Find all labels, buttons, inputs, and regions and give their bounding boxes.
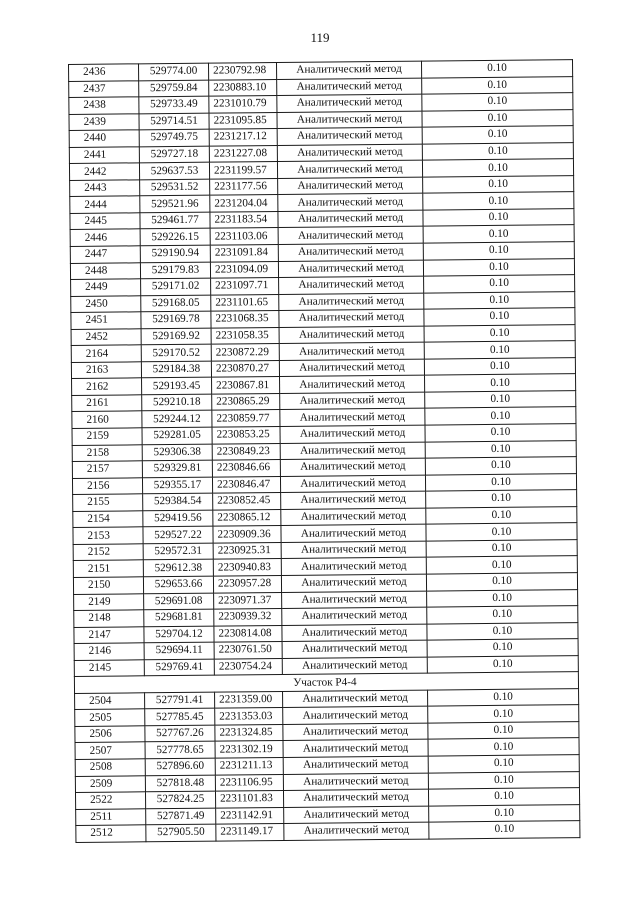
x-coordinate-cell: 529727.18 bbox=[139, 146, 209, 163]
error-cell: 0.10 bbox=[426, 556, 577, 574]
method-cell: Аналитический метод bbox=[278, 210, 423, 228]
point-number-cell: 2506 bbox=[75, 726, 145, 743]
y-coordinate-cell: 2231097.71 bbox=[211, 278, 279, 295]
error-cell: 0.10 bbox=[426, 539, 577, 557]
method-cell: Аналитический метод bbox=[280, 442, 425, 460]
method-cell: Аналитический метод bbox=[284, 822, 429, 840]
point-number-cell: 2448 bbox=[70, 262, 140, 279]
table-body-top bbox=[69, 60, 579, 677]
point-number-cell: 2160 bbox=[72, 411, 142, 428]
method-cell: Аналитический метод bbox=[277, 94, 422, 112]
point-number-cell: 2145 bbox=[74, 659, 144, 676]
method-cell: Аналитический метод bbox=[278, 177, 423, 195]
y-coordinate-cell: 2230761.50 bbox=[214, 642, 282, 659]
x-coordinate-cell: 529461.77 bbox=[140, 212, 210, 229]
x-coordinate-cell: 527785.45 bbox=[145, 708, 215, 725]
error-cell: 0.10 bbox=[424, 275, 575, 293]
point-number-cell: 2443 bbox=[70, 180, 140, 197]
error-cell: 0.10 bbox=[429, 804, 580, 822]
x-coordinate-cell: 529329.81 bbox=[142, 460, 212, 477]
method-cell: Аналитический метод bbox=[279, 276, 424, 294]
error-cell: 0.10 bbox=[426, 573, 577, 591]
point-number-cell: 2151 bbox=[73, 560, 143, 577]
error-cell: 0.10 bbox=[425, 440, 576, 458]
table-body-bottom bbox=[75, 688, 580, 842]
table-row bbox=[76, 821, 580, 842]
method-cell: Аналитический метод bbox=[280, 475, 425, 493]
y-coordinate-cell: 2231101.83 bbox=[215, 791, 283, 808]
error-cell: 0.10 bbox=[426, 506, 577, 524]
x-coordinate-cell: 529733.49 bbox=[139, 96, 209, 113]
x-coordinate-cell: 529171.02 bbox=[141, 278, 211, 295]
point-number-cell: 2509 bbox=[75, 775, 145, 792]
method-cell: Аналитический метод bbox=[276, 61, 421, 79]
x-coordinate-cell: 527818.48 bbox=[145, 775, 215, 792]
method-cell: Аналитический метод bbox=[280, 375, 425, 393]
error-cell: 0.10 bbox=[428, 705, 579, 723]
point-number-cell: 2156 bbox=[72, 477, 142, 494]
error-cell: 0.10 bbox=[422, 126, 573, 144]
method-cell: Аналитический метод bbox=[282, 591, 427, 609]
y-coordinate-cell: 2230957.28 bbox=[213, 575, 281, 592]
x-coordinate-cell: 529281.05 bbox=[142, 427, 212, 444]
method-cell: Аналитический метод bbox=[278, 260, 423, 278]
point-number-cell: 2163 bbox=[71, 362, 141, 379]
method-cell: Аналитический метод bbox=[277, 160, 422, 178]
coordinates-table bbox=[68, 59, 580, 843]
error-cell: 0.10 bbox=[423, 192, 574, 210]
y-coordinate-cell: 2231211.13 bbox=[215, 757, 283, 774]
x-coordinate-cell: 529749.75 bbox=[139, 129, 209, 146]
point-number-cell: 2440 bbox=[69, 130, 139, 147]
point-number-cell: 2148 bbox=[74, 610, 144, 627]
method-cell: Аналитический метод bbox=[280, 409, 425, 427]
coordinates-table-wrap bbox=[68, 59, 579, 843]
y-coordinate-cell: 2231068.35 bbox=[211, 311, 279, 328]
error-cell: 0.10 bbox=[425, 391, 576, 409]
x-coordinate-cell: 527905.50 bbox=[146, 824, 216, 841]
error-cell: 0.10 bbox=[428, 688, 579, 706]
method-cell: Аналитический метод bbox=[277, 111, 422, 129]
method-cell: Аналитический метод bbox=[278, 243, 423, 261]
point-number-cell: 2445 bbox=[70, 213, 140, 230]
method-cell: Аналитический метод bbox=[283, 690, 428, 708]
point-number-cell: 2438 bbox=[69, 97, 139, 114]
point-number-cell: 2451 bbox=[71, 312, 141, 329]
point-number-cell: 2437 bbox=[69, 80, 139, 97]
y-coordinate-cell: 2230846.66 bbox=[212, 460, 280, 477]
error-cell: 0.10 bbox=[425, 374, 576, 392]
point-number-cell: 2446 bbox=[70, 229, 140, 246]
x-coordinate-cell: 527778.65 bbox=[145, 742, 215, 759]
method-cell: Аналитический метод bbox=[282, 640, 427, 658]
method-cell: Аналитический метод bbox=[281, 491, 426, 509]
y-coordinate-cell: 2230909.36 bbox=[213, 526, 281, 543]
x-coordinate-cell: 529691.08 bbox=[144, 593, 214, 610]
x-coordinate-cell: 529681.81 bbox=[144, 609, 214, 626]
method-cell: Аналитический метод bbox=[279, 359, 424, 377]
error-cell: 0.10 bbox=[427, 589, 578, 607]
point-number-cell: 2447 bbox=[70, 246, 140, 263]
y-coordinate-cell: 2231101.65 bbox=[211, 294, 279, 311]
y-coordinate-cell: 2230792.98 bbox=[208, 62, 276, 79]
x-coordinate-cell: 527871.49 bbox=[146, 808, 216, 825]
method-cell: Аналитический метод bbox=[282, 624, 427, 642]
error-cell: 0.10 bbox=[426, 523, 577, 541]
method-cell: Аналитический метод bbox=[283, 789, 428, 807]
error-cell: 0.10 bbox=[422, 142, 573, 160]
error-cell: 0.10 bbox=[428, 755, 579, 773]
method-cell: Аналитический метод bbox=[281, 524, 426, 542]
method-cell: Аналитический метод bbox=[283, 739, 428, 757]
y-coordinate-cell: 2230883.10 bbox=[209, 79, 277, 96]
point-number-cell: 2149 bbox=[74, 593, 144, 610]
x-coordinate-cell: 527896.60 bbox=[145, 758, 215, 775]
point-number-cell: 2157 bbox=[72, 461, 142, 478]
y-coordinate-cell: 2230846.47 bbox=[212, 476, 280, 493]
y-coordinate-cell: 2231177.56 bbox=[210, 178, 278, 195]
x-coordinate-cell: 529572.31 bbox=[143, 543, 213, 560]
method-cell: Аналитический метод bbox=[281, 574, 426, 592]
y-coordinate-cell: 2230940.83 bbox=[213, 559, 281, 576]
error-cell: 0.10 bbox=[425, 424, 576, 442]
point-number-cell: 2508 bbox=[75, 759, 145, 776]
x-coordinate-cell: 529244.12 bbox=[142, 411, 212, 428]
x-coordinate-cell: 529704.12 bbox=[144, 626, 214, 643]
point-number-cell: 2162 bbox=[72, 378, 142, 395]
y-coordinate-cell: 2231353.03 bbox=[215, 708, 283, 725]
x-coordinate-cell: 529612.38 bbox=[143, 560, 213, 577]
y-coordinate-cell: 2230852.45 bbox=[213, 493, 281, 510]
point-number-cell: 2150 bbox=[73, 577, 143, 594]
y-coordinate-cell: 2230859.77 bbox=[212, 410, 280, 427]
error-cell: 0.10 bbox=[423, 242, 574, 260]
x-coordinate-cell: 529190.94 bbox=[140, 245, 210, 262]
method-cell: Аналитический метод bbox=[281, 508, 426, 526]
x-coordinate-cell: 529521.96 bbox=[140, 196, 210, 213]
point-number-cell: 2512 bbox=[76, 825, 146, 842]
point-number-cell: 2154 bbox=[73, 511, 143, 528]
method-cell: Аналитический метод bbox=[279, 342, 424, 360]
y-coordinate-cell: 2231183.54 bbox=[210, 211, 278, 228]
x-coordinate-cell: 529694.11 bbox=[144, 642, 214, 659]
method-cell: Аналитический метод bbox=[282, 607, 427, 625]
error-cell: 0.10 bbox=[421, 60, 572, 78]
y-coordinate-cell: 2231199.57 bbox=[209, 162, 277, 179]
error-cell: 0.10 bbox=[422, 76, 573, 94]
y-coordinate-cell: 2230971.37 bbox=[214, 592, 282, 609]
error-cell: 0.10 bbox=[427, 622, 578, 640]
x-coordinate-cell: 529527.22 bbox=[143, 526, 213, 543]
error-cell: 0.10 bbox=[427, 655, 578, 673]
error-cell: 0.10 bbox=[424, 341, 575, 359]
point-number-cell: 2504 bbox=[75, 693, 145, 710]
method-cell: Аналитический метод bbox=[280, 425, 425, 443]
method-cell: Аналитический метод bbox=[284, 806, 429, 824]
x-coordinate-cell: 529226.15 bbox=[140, 229, 210, 246]
x-coordinate-cell: 529193.45 bbox=[142, 378, 212, 395]
x-coordinate-cell: 529355.17 bbox=[142, 477, 212, 494]
error-cell: 0.10 bbox=[425, 457, 576, 475]
y-coordinate-cell: 2231359.00 bbox=[215, 691, 283, 708]
point-number-cell: 2511 bbox=[76, 808, 146, 825]
error-cell: 0.10 bbox=[425, 407, 576, 425]
point-number-cell: 2155 bbox=[73, 494, 143, 511]
x-coordinate-cell: 529210.18 bbox=[142, 394, 212, 411]
point-number-cell: 2505 bbox=[75, 709, 145, 726]
x-coordinate-cell: 529714.51 bbox=[139, 113, 209, 130]
method-cell: Аналитический метод bbox=[281, 541, 426, 559]
y-coordinate-cell: 2231204.04 bbox=[210, 195, 278, 212]
point-number-cell: 2153 bbox=[73, 527, 143, 544]
x-coordinate-cell: 529769.41 bbox=[144, 659, 214, 676]
x-coordinate-cell: 529531.52 bbox=[140, 179, 210, 196]
y-coordinate-cell: 2231010.79 bbox=[209, 96, 277, 113]
x-coordinate-cell: 529384.54 bbox=[143, 493, 213, 510]
point-number-cell: 2159 bbox=[72, 428, 142, 445]
x-coordinate-cell: 529306.38 bbox=[142, 444, 212, 461]
method-cell: Аналитический метод bbox=[281, 557, 426, 575]
y-coordinate-cell: 2231095.85 bbox=[209, 112, 277, 129]
method-cell: Аналитический метод bbox=[277, 144, 422, 162]
x-coordinate-cell: 529170.52 bbox=[141, 344, 211, 361]
error-cell: 0.10 bbox=[423, 258, 574, 276]
y-coordinate-cell: 2230865.12 bbox=[213, 509, 281, 526]
y-coordinate-cell: 2231091.84 bbox=[210, 245, 278, 262]
point-number-cell: 2152 bbox=[73, 544, 143, 561]
x-coordinate-cell: 529759.84 bbox=[139, 80, 209, 97]
error-cell: 0.10 bbox=[422, 159, 573, 177]
point-number-cell: 2441 bbox=[69, 147, 139, 164]
x-coordinate-cell: 529184.38 bbox=[141, 361, 211, 378]
x-coordinate-cell: 529419.56 bbox=[143, 510, 213, 527]
y-coordinate-cell: 2230853.25 bbox=[212, 427, 280, 444]
y-coordinate-cell: 2231058.35 bbox=[211, 327, 279, 344]
x-coordinate-cell: 527791.41 bbox=[145, 692, 215, 709]
x-coordinate-cell: 529169.92 bbox=[141, 328, 211, 345]
error-cell: 0.10 bbox=[427, 606, 578, 624]
point-number-cell: 2161 bbox=[72, 395, 142, 412]
y-coordinate-cell: 2231106.95 bbox=[215, 774, 283, 791]
method-cell: Аналитический метод bbox=[277, 127, 422, 145]
error-cell: 0.10 bbox=[424, 357, 575, 375]
y-coordinate-cell: 2230872.29 bbox=[211, 344, 279, 361]
x-coordinate-cell: 529179.83 bbox=[140, 262, 210, 279]
method-cell: Аналитический метод bbox=[277, 78, 422, 96]
y-coordinate-cell: 2230939.32 bbox=[214, 609, 282, 626]
x-coordinate-cell: 529653.66 bbox=[143, 576, 213, 593]
point-number-cell: 2164 bbox=[71, 345, 141, 362]
point-number-cell: 2436 bbox=[69, 64, 139, 81]
point-number-cell: 2522 bbox=[75, 792, 145, 809]
y-coordinate-cell: 2230865.29 bbox=[212, 393, 280, 410]
x-coordinate-cell: 527824.25 bbox=[145, 791, 215, 808]
error-cell: 0.10 bbox=[428, 738, 579, 756]
error-cell: 0.10 bbox=[422, 93, 573, 111]
method-cell: Аналитический метод bbox=[279, 326, 424, 344]
error-cell: 0.10 bbox=[423, 225, 574, 243]
method-cell: Аналитический метод bbox=[279, 293, 424, 311]
point-number-cell: 2439 bbox=[69, 113, 139, 130]
method-cell: Аналитический метод bbox=[283, 773, 428, 791]
method-cell: Аналитический метод bbox=[278, 193, 423, 211]
x-coordinate-cell: 529637.53 bbox=[139, 162, 209, 179]
x-coordinate-cell: 529169.78 bbox=[141, 311, 211, 328]
page-number: 119 bbox=[310, 30, 330, 45]
x-coordinate-cell: 527767.26 bbox=[145, 725, 215, 742]
method-cell: Аналитический метод bbox=[283, 756, 428, 774]
error-cell: 0.10 bbox=[424, 324, 575, 342]
error-cell: 0.10 bbox=[423, 209, 574, 227]
point-number-cell: 2449 bbox=[71, 279, 141, 296]
point-number-cell: 2507 bbox=[75, 742, 145, 759]
point-number-cell: 2147 bbox=[74, 626, 144, 643]
y-coordinate-cell: 2230870.27 bbox=[211, 360, 279, 377]
point-number-cell: 2146 bbox=[74, 643, 144, 660]
error-cell: 0.10 bbox=[429, 821, 580, 839]
error-cell: 0.10 bbox=[424, 308, 575, 326]
method-cell: Аналитический метод bbox=[279, 309, 424, 327]
point-number-cell: 2442 bbox=[69, 163, 139, 180]
error-cell: 0.10 bbox=[428, 788, 579, 806]
method-cell: Аналитический метод bbox=[283, 723, 428, 741]
point-number-cell: 2444 bbox=[70, 196, 140, 213]
error-cell: 0.10 bbox=[426, 490, 577, 508]
y-coordinate-cell: 2230849.23 bbox=[212, 443, 280, 460]
y-coordinate-cell: 2231217.12 bbox=[209, 129, 277, 146]
y-coordinate-cell: 2230814.08 bbox=[214, 625, 282, 642]
error-cell: 0.10 bbox=[428, 722, 579, 740]
error-cell: 0.10 bbox=[425, 473, 576, 491]
y-coordinate-cell: 2230754.24 bbox=[214, 658, 282, 675]
y-coordinate-cell: 2230925.31 bbox=[213, 542, 281, 559]
y-coordinate-cell: 2231094.09 bbox=[210, 261, 278, 278]
error-cell: 0.10 bbox=[427, 639, 578, 657]
error-cell: 0.10 bbox=[428, 771, 579, 789]
y-coordinate-cell: 2231103.06 bbox=[210, 228, 278, 245]
x-coordinate-cell: 529168.05 bbox=[141, 295, 211, 312]
y-coordinate-cell: 2231149.17 bbox=[216, 824, 284, 841]
y-coordinate-cell: 2231324.85 bbox=[215, 724, 283, 741]
error-cell: 0.10 bbox=[424, 291, 575, 309]
method-cell: Аналитический метод bbox=[282, 657, 427, 675]
y-coordinate-cell: 2230867.81 bbox=[212, 377, 280, 394]
point-number-cell: 2450 bbox=[71, 295, 141, 312]
method-cell: Аналитический метод bbox=[278, 227, 423, 245]
point-number-cell: 2452 bbox=[71, 329, 141, 346]
error-cell: 0.10 bbox=[423, 175, 574, 193]
x-coordinate-cell: 529774.00 bbox=[139, 63, 209, 80]
y-coordinate-cell: 2231302.19 bbox=[215, 741, 283, 758]
error-cell: 0.10 bbox=[422, 109, 573, 127]
method-cell: Аналитический метод bbox=[283, 706, 428, 724]
y-coordinate-cell: 2231142.91 bbox=[216, 807, 284, 824]
method-cell: Аналитический метод bbox=[280, 392, 425, 410]
method-cell: Аналитический метод bbox=[280, 458, 425, 476]
y-coordinate-cell: 2231227.08 bbox=[209, 145, 277, 162]
point-number-cell: 2158 bbox=[72, 444, 142, 461]
section-title: Участок Р4-4 bbox=[74, 672, 578, 693]
